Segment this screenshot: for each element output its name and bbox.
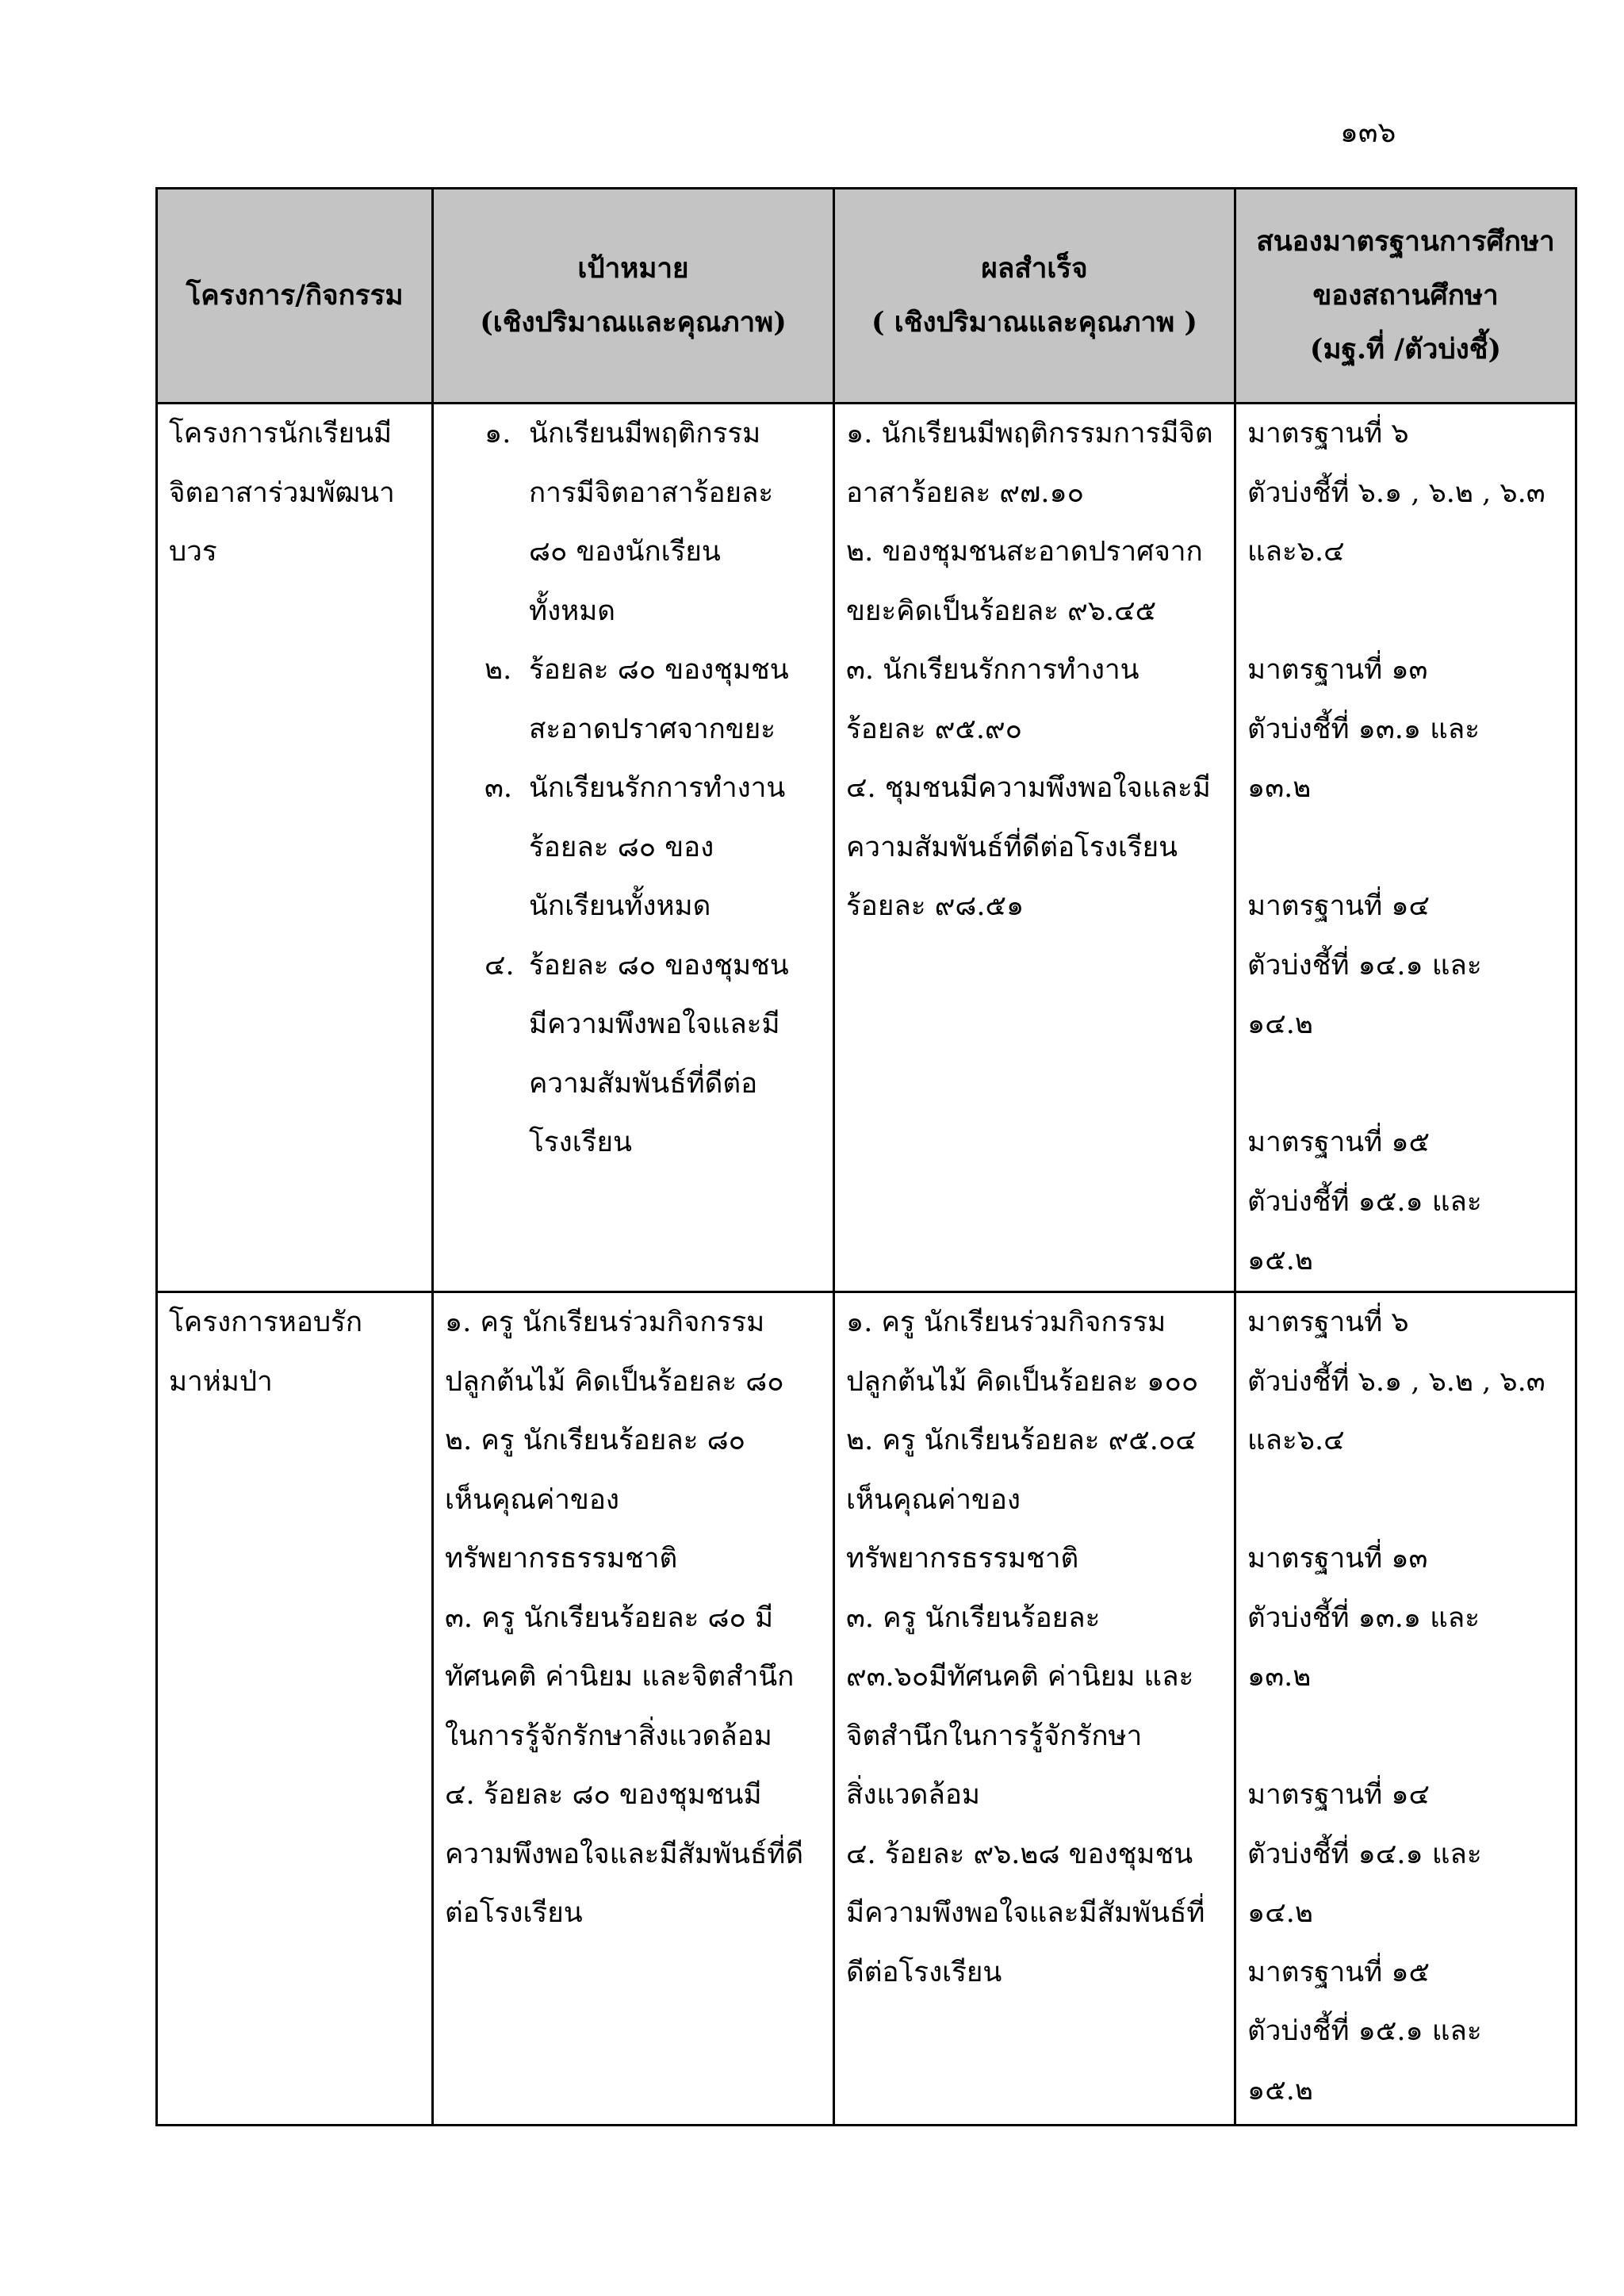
project-line: มาห่มป่า bbox=[169, 1365, 273, 1398]
goal-item-line: นักเรียนทั้งหมด bbox=[529, 890, 711, 922]
goal-line: เห็นคุณค่าของ bbox=[445, 1483, 619, 1516]
result-line: ๔. ชุมชนมีความพึงพอใจและมี bbox=[846, 772, 1211, 804]
goal-line: ทัศนคติ ค่านิยม และจิตสำนึก bbox=[445, 1661, 795, 1693]
standard-block bbox=[1247, 1293, 1564, 1471]
project-line: จิตอาสาร่วมพัฒนา bbox=[169, 476, 395, 509]
standard-line: ตัวบ่งชี้ที่ ๖.๑ , ๖.๒ , ๖.๓ bbox=[1247, 1365, 1545, 1398]
standard-block bbox=[1247, 1529, 1564, 1707]
goal-item-line: สะอาดปราศจากขยะ bbox=[529, 713, 776, 745]
result-cell bbox=[834, 404, 1235, 1292]
standard-line: และ๖.๔ bbox=[1247, 536, 1345, 568]
standard-line: ตัวบ่งชี้ที่ ๑๓.๑ และ bbox=[1247, 713, 1480, 745]
table-header-row bbox=[157, 189, 1576, 404]
goal-line: ทรัพยากรธรรมชาติ bbox=[445, 1543, 678, 1575]
standard-block bbox=[1247, 1766, 1564, 1943]
result-line: สิ่งแวดล้อม bbox=[846, 1779, 980, 1811]
standard-block bbox=[1247, 404, 1564, 582]
goal-item bbox=[485, 936, 822, 1173]
standard-line: ตัวบ่งชี้ที่ ๑๕.๑ และ bbox=[1247, 2015, 1482, 2047]
goal-item-number: ๒. bbox=[485, 654, 512, 686]
project-line: โครงการหอบรัก bbox=[169, 1307, 363, 1338]
standard-line: และ๖.๔ bbox=[1247, 1425, 1345, 1456]
goal-item-line: การมีจิตอาสาร้อยละ bbox=[529, 476, 774, 509]
goal-item bbox=[485, 759, 822, 936]
goal-item-number: ๑. bbox=[485, 418, 511, 450]
header-project bbox=[157, 189, 433, 404]
project-line: โครงการนักเรียนมี bbox=[169, 418, 393, 450]
project-cell bbox=[157, 404, 433, 1292]
header-project-line: โครงการ/กิจกรรม bbox=[186, 279, 404, 312]
goal-item-line: ทั้งหมด bbox=[529, 595, 616, 627]
result-line: ๑. ครู นักเรียนร่วมกิจกรรม bbox=[846, 1307, 1166, 1338]
standard-line: ๑๓.๒ bbox=[1247, 1661, 1312, 1693]
result-line: ๔. ร้อยละ ๙๖.๒๘ ของชุมชน bbox=[846, 1838, 1193, 1870]
result-line: ความสัมพันธ์ที่ดีต่อโรงเรียน bbox=[846, 831, 1178, 863]
result-line: ทรัพยากรธรรมชาติ bbox=[846, 1543, 1079, 1575]
standard-line: ๑๔.๒ bbox=[1247, 1008, 1313, 1040]
result-line: อาสาร้อยละ ๙๗.๑๐ bbox=[846, 476, 1085, 509]
standard-line: ตัวบ่งชี้ที่ ๑๕.๑ และ bbox=[1247, 1185, 1482, 1218]
goal-item-line: ร้อยละ ๘๐ ของ bbox=[529, 831, 714, 863]
result-line: ขยะคิดเป็นร้อยละ ๙๖.๔๕ bbox=[846, 595, 1157, 627]
standard-line: ๑๔.๒ bbox=[1247, 1897, 1313, 1929]
header-standard-line: สนองมาตรฐานการศึกษา bbox=[1256, 225, 1555, 258]
goal-item-number: ๓. bbox=[485, 772, 513, 804]
header-goal-line: (เชิงปริมาณและคุณภาพ) bbox=[480, 306, 787, 339]
header-result bbox=[834, 189, 1235, 404]
result-line: มีความพึงพอใจและมีสัมพันธ์ที่ bbox=[846, 1897, 1205, 1929]
goal-line: ต่อโรงเรียน bbox=[445, 1897, 583, 1929]
standard-line: มาตรฐานที่ ๑๔ bbox=[1247, 890, 1431, 922]
goal-item-line: ๘๐ ของนักเรียน bbox=[529, 536, 721, 568]
goal-line: ๑. ครู นักเรียนร่วมกิจกรรม bbox=[445, 1307, 765, 1338]
goal-item bbox=[485, 641, 822, 759]
standard-cell bbox=[1235, 404, 1576, 1292]
header-result-line: ( เชิงปริมาณและคุณภาพ ) bbox=[871, 306, 1197, 339]
header-goal bbox=[433, 189, 834, 404]
goal-item-line: โรงเรียน bbox=[529, 1127, 632, 1158]
standard-line: ๑๕.๒ bbox=[1247, 1245, 1313, 1276]
goal-item-line: ความสัมพันธ์ที่ดีต่อ bbox=[529, 1067, 758, 1100]
result-line: ร้อยละ ๙๕.๙๐ bbox=[846, 713, 1022, 745]
header-standard bbox=[1235, 189, 1576, 404]
standard-block bbox=[1247, 1113, 1564, 1291]
result-line: ปลูกต้นไม้ คิดเป็นร้อยละ ๑๐๐ bbox=[846, 1365, 1199, 1398]
standard-line: มาตรฐานที่ ๖ bbox=[1247, 1307, 1409, 1338]
standard-block bbox=[1247, 641, 1564, 818]
result-line: ๙๓.๖๐มีทัศนคติ ค่านิยม และ bbox=[846, 1661, 1194, 1693]
standard-line: มาตรฐานที่ ๑๓ bbox=[1247, 1543, 1428, 1575]
goal-item-line: มีความพึงพอใจและมี bbox=[529, 1008, 780, 1040]
standard-block bbox=[1247, 877, 1564, 1054]
standard-line: ๑๕.๒ bbox=[1247, 2074, 1313, 2107]
standard-line: มาตรฐานที่ ๑๔ bbox=[1247, 1779, 1431, 1811]
project-results-table bbox=[155, 187, 1577, 2126]
result-line: ๒. ของชุมชนสะอาดปราศจาก bbox=[846, 536, 1203, 568]
standard-line: มาตรฐานที่ ๑๕ bbox=[1247, 1127, 1431, 1158]
goal-item-number: ๔. bbox=[485, 949, 515, 982]
goal-item-line: นักเรียนรักการทำงาน bbox=[529, 772, 786, 804]
result-line: ๓. ครู นักเรียนร้อยละ bbox=[846, 1601, 1101, 1634]
standard-line: มาตรฐานที่ ๖ bbox=[1247, 418, 1409, 450]
result-line: ๑. นักเรียนมีพฤติกรรมการมีจิต bbox=[846, 418, 1213, 450]
goal-line: ความพึงพอใจและมีสัมพันธ์ที่ดี bbox=[445, 1838, 804, 1870]
standard-line: มาตรฐานที่ ๑๓ bbox=[1247, 654, 1428, 686]
result-line: ดีต่อโรงเรียน bbox=[846, 1956, 1002, 1988]
table-row bbox=[157, 1292, 1576, 2126]
header-standard-line: (มฐ.ที่ /ตัวบ่งชี้) bbox=[1309, 333, 1502, 365]
standard-cell bbox=[1235, 1292, 1576, 2126]
header-result-line: ผลสำเร็จ bbox=[981, 252, 1088, 285]
goal-line: ปลูกต้นไม้ คิดเป็นร้อยละ ๘๐ bbox=[445, 1365, 784, 1398]
goal-line: ๒. ครู นักเรียนร้อยละ ๘๐ bbox=[445, 1425, 746, 1456]
standard-line: ตัวบ่งชี้ที่ ๖.๑ , ๖.๒ , ๖.๓ bbox=[1247, 476, 1545, 509]
table-row bbox=[157, 404, 1576, 1292]
result-cell bbox=[834, 1292, 1235, 2126]
result-line: ๒. ครู นักเรียนร้อยละ ๙๕.๐๔ bbox=[846, 1425, 1197, 1456]
goal-item-line: ร้อยละ ๘๐ ของชุมชน bbox=[529, 949, 789, 982]
goal-cell bbox=[433, 404, 834, 1292]
result-line: จิตสำนึกในการรู้จักรักษา bbox=[846, 1720, 1143, 1752]
standard-line: ๑๓.๒ bbox=[1247, 772, 1312, 804]
standard-line: มาตรฐานที่ ๑๕ bbox=[1247, 1956, 1431, 1988]
standard-block bbox=[1247, 1943, 1564, 2121]
goal-item-line: นักเรียนมีพฤติกรรม bbox=[529, 418, 761, 450]
header-standard-line: ของสถานศึกษา bbox=[1312, 279, 1499, 312]
standard-line: ตัวบ่งชี้ที่ ๑๔.๑ และ bbox=[1247, 949, 1482, 982]
page-number: ๑๓๖ bbox=[1340, 117, 1396, 149]
standard-line: ตัวบ่งชี้ที่ ๑๓.๑ และ bbox=[1247, 1601, 1480, 1634]
goal-cell bbox=[433, 1292, 834, 2126]
goal-item bbox=[485, 404, 822, 641]
header-goal-line: เป้าหมาย bbox=[577, 252, 689, 285]
standard-line: ตัวบ่งชี้ที่ ๑๔.๑ และ bbox=[1247, 1838, 1482, 1870]
goal-line: ๔. ร้อยละ ๘๐ ของชุมชนมี bbox=[445, 1779, 762, 1811]
result-line: ร้อยละ ๙๘.๕๑ bbox=[846, 890, 1025, 922]
project-line: บวร bbox=[169, 536, 217, 568]
result-line: เห็นคุณค่าของ bbox=[846, 1483, 1021, 1516]
goal-item-line: ร้อยละ ๘๐ ของชุมชน bbox=[529, 654, 789, 686]
project-cell bbox=[157, 1292, 433, 2126]
result-line: ๓. นักเรียนรักการทำงาน bbox=[846, 654, 1139, 686]
goal-line: ๓. ครู นักเรียนร้อยละ ๘๐ มี bbox=[445, 1601, 774, 1634]
goal-line: ในการรู้จักรักษาสิ่งแวดล้อม bbox=[445, 1720, 772, 1752]
